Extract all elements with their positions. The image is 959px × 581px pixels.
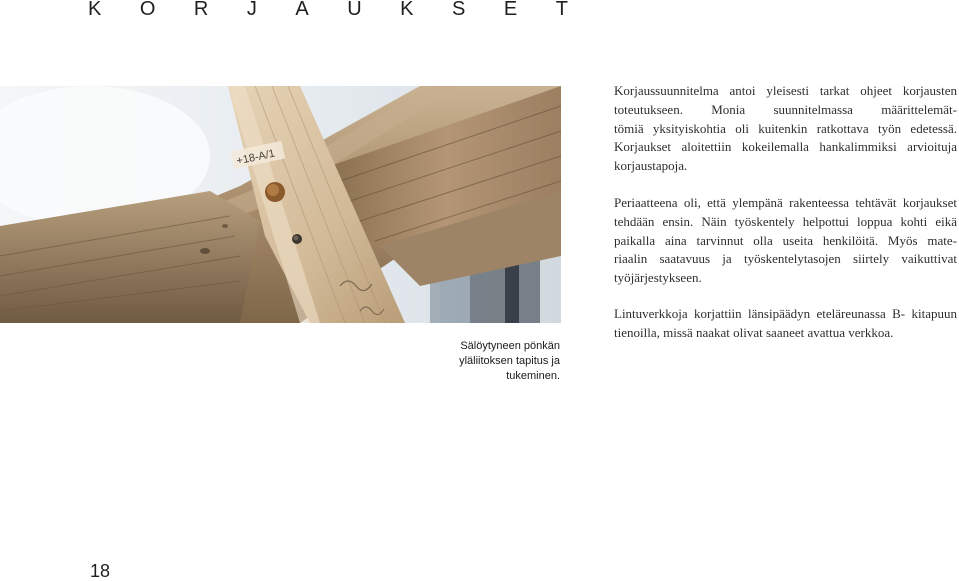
paragraph-line: tömiä yksityiskohtia oli kuitenkin ratkottava työn edetessä. [614, 120, 957, 136]
paragraph-2 [614, 194, 957, 288]
timber-joint-photo [0, 86, 561, 323]
paragraph-line: Korjaukset aloitettiin kokeilemalla hankalimmiksi arvioituja [614, 139, 957, 155]
paragraph-line: työjärjestykseen. [614, 270, 702, 286]
caption-line: tukeminen. [506, 370, 560, 382]
paragraph-line: toteutukseen. Monia suunnitelmassa määrittelemät- [614, 101, 957, 117]
caption-line: yläliitoksen tapitus ja [459, 355, 560, 367]
paragraph-1 [614, 82, 957, 176]
header-letter: A [295, 0, 309, 20]
paragraph-line: korjaustapoja. [614, 158, 688, 174]
marking-text: +18-A/1 [235, 147, 276, 168]
header-letter: J [246, 0, 257, 20]
paragraph-line: tehdään ensin. Näin työskentely helpottui loppua kohti eikä [614, 213, 957, 229]
paragraph-line: Lintuverkkoja korjattiin länsipäädyn eteläreunassa B- kitapuun [614, 306, 957, 321]
paragraph-line: Periaatteena oli, että ylempänä rakenteessa tehtävät korjaukset [614, 195, 957, 210]
header-letter: T [555, 0, 568, 20]
header-letter: R [193, 0, 209, 20]
paragraph-line: Korjaussuunnitelma antoi yleisesti tarkat ohjeet korjausten [614, 83, 957, 98]
caption-line: Sälöytyneen pönkän [460, 340, 560, 352]
paragraph-line: riaalin saatavuus ja työskentelytasojen siirtely vaikuttivat [614, 251, 957, 267]
header-letter: K [88, 0, 102, 20]
header-letter: O [139, 0, 156, 20]
photo-caption [430, 339, 560, 384]
header-letter: K [400, 0, 414, 20]
paragraph-line: tienoilla, missä naakat olivat saaneet avattua verkkoa. [614, 324, 894, 340]
page-number: 18 [90, 561, 111, 581]
paragraph-3 [614, 305, 957, 343]
header-letter: S [452, 0, 466, 20]
header-letter: E [503, 0, 518, 20]
page-header [88, 0, 568, 22]
paragraph-line: paikalla aina tarvinnut olla useita henkilöitä. Myös mate- [614, 232, 957, 248]
header-letter: U [347, 0, 362, 20]
